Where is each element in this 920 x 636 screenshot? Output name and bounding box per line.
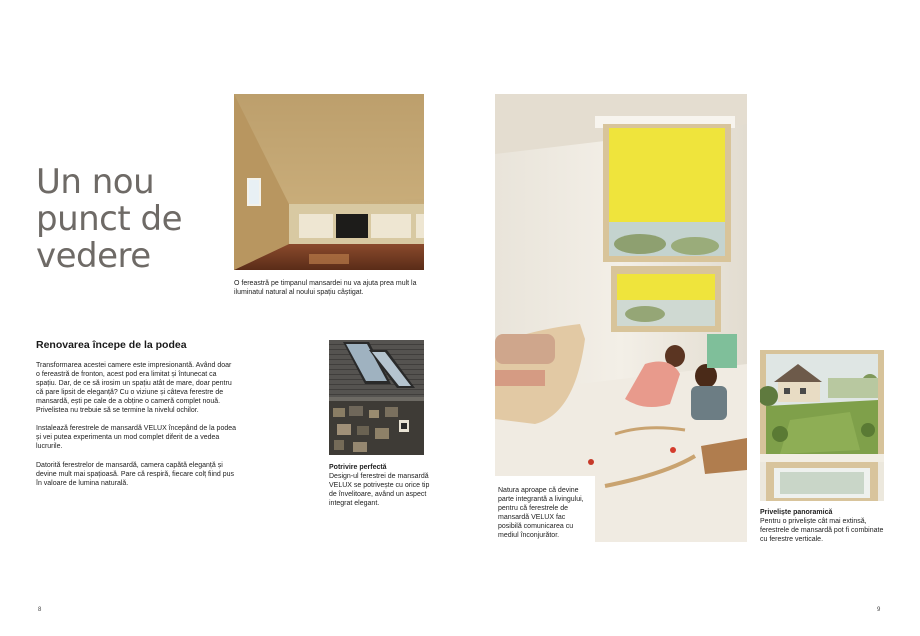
roof-window-photo [329,340,424,455]
paragraph-3-line-1: Datorită ferestrelor de mansardă, camera capătă eleganță și [36,462,223,469]
roof-caption-line-3: de învelitoare, având un aspect [329,491,427,498]
attic-photo-illustration [234,94,424,270]
page-number-left: 8 [38,607,42,613]
page-headline [36,164,226,275]
view-caption-line-2: ferestrele de mansardă pot fi combinate [760,527,884,534]
roof-caption [329,463,439,508]
panoramic-view-illustration [760,350,884,501]
living-room-photo [495,94,747,542]
paragraph-2-line-2: și vei putea experimenta un mod complet diferit de a vedea [36,434,220,441]
roof-caption-line-2: VELUX se potrivește cu orice tip [329,482,430,489]
paragraph-3-line-2: devine mult mai spațioasă. Pare că respiră, fiecare colț fiind pus [36,471,235,478]
roof-caption-line-4: integrat elegant. [329,500,380,507]
body-paragraph-2 [36,424,248,451]
panoramic-view-photo [760,350,884,501]
roof-caption-title: Potrivire perfectă [329,464,387,471]
view-caption-line-1: Pentru o priveliște cât mai extinsă, [760,518,867,525]
room-caption-line-5: posibilă comunicarea cu [498,523,574,530]
room-caption-line-4: mansardă VELUX fac [498,514,566,521]
body-paragraph-1 [36,361,248,415]
paragraph-2-line-3: lucrurile. [36,443,63,450]
body-paragraph-3 [36,461,248,488]
view-caption [760,508,900,544]
view-caption-title: Priveliște panoramică [760,509,833,516]
paragraph-3-line-3: în valoare de lumina naturală. [36,480,129,487]
paragraph-1-line-1: Transformarea acestei camere este impresionantă. Având doar [36,362,232,369]
paragraph-1-line-4: că pare lipsit de eleganță? Cu o viziune și câteva ferestre de [36,389,224,396]
attic-caption [234,279,434,297]
room-caption [498,486,594,540]
attic-photo [234,94,424,270]
view-caption-line-3: cu ferestre verticale. [760,536,824,543]
living-room-illustration [495,94,747,542]
roof-caption-line-1: Design-ul ferestrei de mansardă [329,473,429,480]
room-caption-line-3: pentru că ferestrele de [498,505,569,512]
paragraph-1-line-5: mansardă, ești pe cale de a obține o cameră complet nouă. [36,398,221,405]
headline-line-2: punct de [36,199,183,239]
section-title: Renovarea începe de la podea [36,339,187,351]
headline-line-1: Un nou [36,162,155,202]
paragraph-1-line-6: Privelistea nu trebuie să se termine la nivelul ochilor. [36,407,199,414]
room-caption-line-2: parte integrantă a livingului, [498,496,584,503]
headline-line-3: vedere [36,236,151,276]
attic-caption-line-1: O fereastră pe timpanul mansardei nu va ajuta prea mult la [234,280,417,287]
roof-photo-illustration [329,340,424,455]
room-caption-line-1: Natura aproape că devine [498,487,579,494]
paragraph-2-line-1: Instalează ferestrele de mansardă VELUX începând de la podea [36,425,237,432]
paragraph-1-line-2: o fereastră de fronton, acest pod era limitat și întunecat ca [36,371,217,378]
room-caption-line-6: mediul înconjurător. [498,532,560,539]
page-number-right: 9 [877,607,881,613]
paragraph-1-line-3: spațiu. Dar, de ce să irosim un spațiu atât de mare, doar pentru [36,380,232,387]
attic-caption-line-2: iluminatul natural al noului spațiu câștigat. [234,289,364,296]
